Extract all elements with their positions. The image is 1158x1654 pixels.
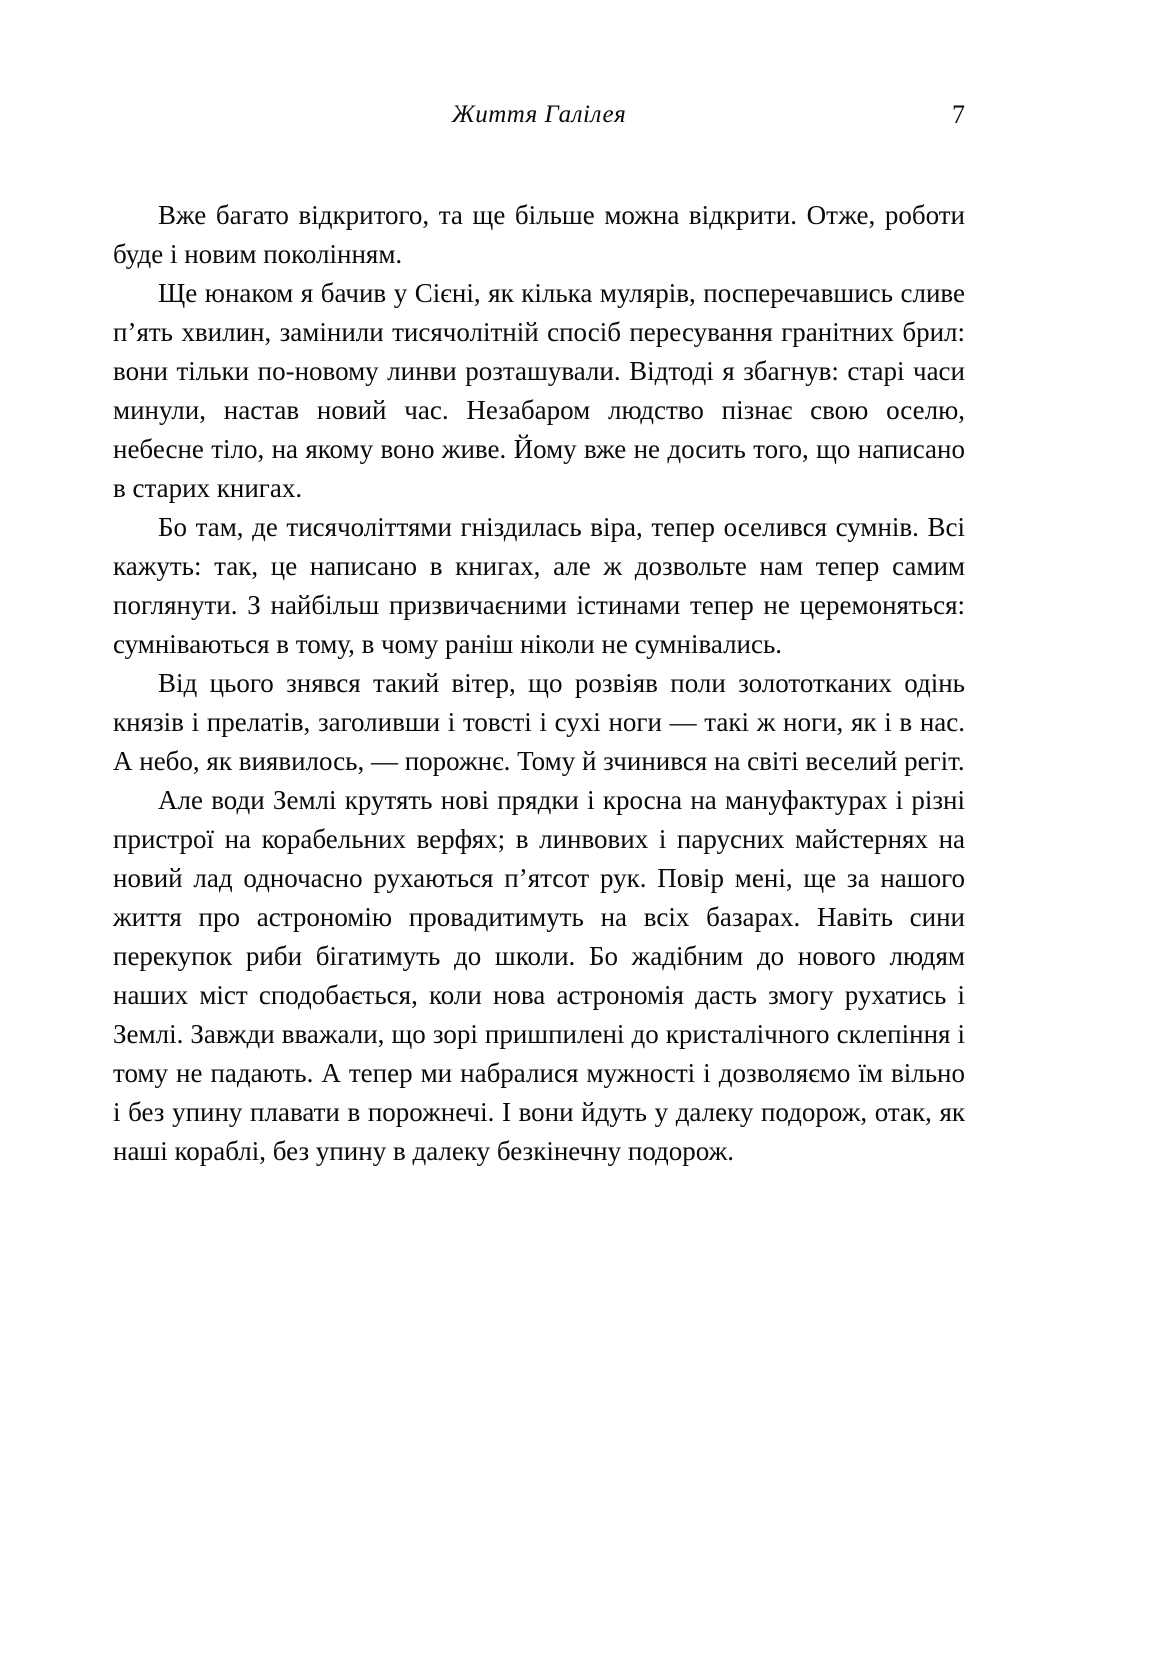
paragraph: Ще юнаком я бачив у Сієні, як кілька мулярів, посперечавшись сливе п’ять хвилин, замінили тисячолітній спосіб пересування гранітних брил: вони тільки по-новому линви розташували. Відтоді я збагнув: старі часи минули, настав новий час. Незабаром людство пізнає свою оселю, небесне тіло, на якому воно живе. Йому вже не досить того, що написано в старих книгах. xyxy=(113,278,965,503)
page-number: 7 xyxy=(952,100,965,129)
paragraph: Від цього знявся такий вітер, що розвіяв поли золототканих одінь князів і прелатів, заголивши і товсті і сухі ноги — такі ж ноги, як і в нас. А небо, як виявилось, — порожнє. Тому й зчинився на світі веселий регіт. xyxy=(113,668,965,776)
paragraph: Вже багато відкритого, та ще більше можна відкрити. Отже, роботи буде і новим поколінням. xyxy=(113,200,965,269)
page-body xyxy=(113,196,965,1171)
paragraph: Бо там, де тисячоліттями гніздилась віра, тепер оселився сумнів. Всі кажуть: так, це написано в книгах, але ж дозвольте нам тепер самим поглянути. З найбільш призвичаєними істинами тепер не церемоняться: сумніваються в тому, в чому раніш ніколи не сумнівались. xyxy=(113,512,965,659)
running-header xyxy=(113,98,965,132)
paragraph: Але води Землі крутять нові прядки і кросна на мануфактурах і різні пристрої на корабельних верфях; в линвових і парусних майстернях на новий лад одночасно рухаються п’ятсот рук. Повір мені, ще за нашого життя про астрономію провадитимуть на всіх базарах. Навіть сини перекупок риби бігатимуть до школи. Бо жадібним до нового людям наших міст сподобається, коли нова астрономія дасть змогу рухатись і Землі. Завжди вважали, що зорі пришпилені до кристалічного склепіння і тому не падають. А тепер ми набралися мужності і дозволяємо їм вільно і без упину плавати в порожнечі. І вони йдуть у далеку подорож, отак, як наші кораблі, без упину в далеку безкінечну подорож. xyxy=(113,785,965,1166)
running-title: Життя Галілея xyxy=(451,101,627,128)
